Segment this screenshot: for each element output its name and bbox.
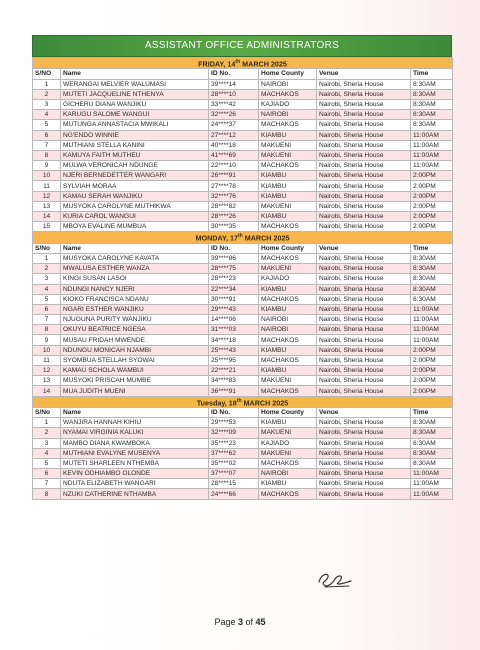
venue-cell: Nairobi, Sheria House xyxy=(317,110,411,120)
name-cell: NJERI BERNEDETTER WANGARI xyxy=(61,171,209,181)
schedule-table xyxy=(32,57,453,500)
time-cell: 2:00PM xyxy=(411,366,453,376)
time-cell: 2:00PM xyxy=(411,386,453,396)
county-cell: KIAMBU xyxy=(259,171,317,181)
name-cell: MAMBO DIANA KWAMBOKA xyxy=(61,438,209,448)
venue-cell: Nairobi, Sheria House xyxy=(317,222,411,232)
id-cell: 39****86 xyxy=(209,253,259,263)
sno-cell: 15 xyxy=(33,222,61,232)
county-cell: KAJIADO xyxy=(259,99,317,109)
time-cell: 2:00PM xyxy=(411,212,453,222)
id-cell: 33****42 xyxy=(209,99,259,109)
sno-cell: 9 xyxy=(33,161,61,171)
id-cell: 28****75 xyxy=(209,264,259,274)
name-cell: KAMAU SCHOLA WAMBUI xyxy=(61,366,209,376)
sno-cell: 6 xyxy=(33,304,61,314)
signature-mark xyxy=(315,568,355,590)
venue-cell: Nairobi, Sheria House xyxy=(317,274,411,284)
county-cell: KIAMBU xyxy=(259,181,317,191)
column-header: Time xyxy=(411,69,453,79)
sno-cell: 12 xyxy=(33,366,61,376)
name-cell: MUTETI JACQUELINE NTHENYA xyxy=(61,89,209,99)
time-cell: 2:00PM xyxy=(411,345,453,355)
table-row xyxy=(33,345,453,355)
time-cell: 2:00PM xyxy=(411,191,453,201)
sno-cell: 6 xyxy=(33,130,61,140)
column-header: ID No. xyxy=(209,69,259,79)
time-cell: 11:00AM xyxy=(411,325,453,335)
sno-cell: 3 xyxy=(33,274,61,284)
time-cell: 11:00AM xyxy=(411,130,453,140)
id-cell: 22****10 xyxy=(209,161,259,171)
footer-total-pages: 45 xyxy=(255,617,266,627)
venue-cell: Nairobi, Sheria House xyxy=(317,418,411,428)
id-cell: 28****26 xyxy=(209,212,259,222)
column-header: ID No. xyxy=(209,243,259,253)
time-cell: 11:00AM xyxy=(411,315,453,325)
venue-cell: Nairobi, Sheria House xyxy=(317,294,411,304)
time-cell: 8:30AM xyxy=(411,294,453,304)
county-cell: MACHAKOS xyxy=(259,253,317,263)
column-header: Home County xyxy=(259,407,317,417)
table-row xyxy=(33,438,453,448)
time-cell: 11:00AM xyxy=(411,489,453,499)
county-cell: MACHAKOS xyxy=(259,161,317,171)
table-row xyxy=(33,212,453,222)
county-cell: NAIROBI xyxy=(259,79,317,89)
table-row xyxy=(33,140,453,150)
id-cell: 14****06 xyxy=(209,315,259,325)
column-header-row xyxy=(33,69,453,79)
table-row xyxy=(33,325,453,335)
name-cell: KAMAU SERAH WANJIKU xyxy=(61,191,209,201)
time-cell: 2:00PM xyxy=(411,181,453,191)
day-label: Tuesday, 18th MARCH 2025 xyxy=(33,396,453,407)
name-cell: SYLVIAH MORAA xyxy=(61,181,209,191)
id-cell: 37****62 xyxy=(209,448,259,458)
time-cell: 8:30AM xyxy=(411,253,453,263)
id-cell: 29****53 xyxy=(209,418,259,428)
county-cell: KIAMBU xyxy=(259,345,317,355)
sno-cell: 1 xyxy=(33,79,61,89)
table-row xyxy=(33,274,453,284)
footer-middle: of xyxy=(243,617,256,627)
sno-cell: 3 xyxy=(33,438,61,448)
table-row xyxy=(33,376,453,386)
county-cell: MAKUENI xyxy=(259,140,317,150)
name-cell: MUSYOKA CAROLYNE KAVATA xyxy=(61,253,209,263)
column-header: Venue xyxy=(317,243,411,253)
id-cell: 30****35 xyxy=(209,222,259,232)
day-header-row xyxy=(33,232,453,243)
time-cell: 8:30AM xyxy=(411,448,453,458)
id-cell: 31****03 xyxy=(209,325,259,335)
venue-cell: Nairobi, Sheria House xyxy=(317,253,411,263)
sno-cell: 11 xyxy=(33,181,61,191)
sno-cell: 3 xyxy=(33,99,61,109)
table-row xyxy=(33,150,453,160)
time-cell: 11:00AM xyxy=(411,150,453,160)
venue-cell: Nairobi, Sheria House xyxy=(317,345,411,355)
county-cell: KAJIADO xyxy=(259,274,317,284)
time-cell: 2:00PM xyxy=(411,376,453,386)
venue-cell: Nairobi, Sheria House xyxy=(317,479,411,489)
id-cell: 34****83 xyxy=(209,376,259,386)
page-footer xyxy=(0,617,480,627)
time-cell: 11:00AM xyxy=(411,304,453,314)
table-row xyxy=(33,110,453,120)
name-cell: NJUGUNA PURITY WANJIKU xyxy=(61,315,209,325)
venue-cell: Nairobi, Sheria House xyxy=(317,120,411,130)
name-cell: GICHERU DIANA WANJIKU xyxy=(61,99,209,109)
venue-cell: Nairobi, Sheria House xyxy=(317,212,411,222)
sno-cell: 12 xyxy=(33,191,61,201)
time-cell: 11:00AM xyxy=(411,161,453,171)
footer-prefix: Page xyxy=(214,617,238,627)
table-row xyxy=(33,191,453,201)
table-row xyxy=(33,479,453,489)
venue-cell: Nairobi, Sheria House xyxy=(317,99,411,109)
venue-cell: Nairobi, Sheria House xyxy=(317,438,411,448)
county-cell: KIAMBU xyxy=(259,418,317,428)
table-row xyxy=(33,89,453,99)
time-cell: 8:30AM xyxy=(411,89,453,99)
county-cell: MACHAKOS xyxy=(259,335,317,345)
time-cell: 8:30AM xyxy=(411,428,453,438)
table-row xyxy=(33,79,453,89)
column-header: Name xyxy=(61,407,209,417)
name-cell: KINGI SUSAN LASOI xyxy=(61,274,209,284)
county-cell: KIAMBU xyxy=(259,130,317,140)
sno-cell: 2 xyxy=(33,89,61,99)
table-row xyxy=(33,120,453,130)
sno-cell: 7 xyxy=(33,140,61,150)
county-cell: MAKUENI xyxy=(259,150,317,160)
name-cell: NDUNGU MONICAH NJAMBI xyxy=(61,345,209,355)
id-cell: 24****66 xyxy=(209,489,259,499)
venue-cell: Nairobi, Sheria House xyxy=(317,191,411,201)
table-row xyxy=(33,315,453,325)
time-cell: 8:30AM xyxy=(411,418,453,428)
sno-cell: 11 xyxy=(33,355,61,365)
time-cell: 8:30AM xyxy=(411,438,453,448)
table-row xyxy=(33,335,453,345)
schedule-block xyxy=(32,35,452,500)
day-label: FRIDAY, 14th MARCH 2025 xyxy=(33,58,453,69)
time-cell: 11:00AM xyxy=(411,479,453,489)
day-label: MONDAY, 17th MARCH 2025 xyxy=(33,232,453,243)
sno-cell: 10 xyxy=(33,171,61,181)
county-cell: NAIROBI xyxy=(259,469,317,479)
column-header: Name xyxy=(61,243,209,253)
name-cell: NYAMAI VIRGINIA KALUKI xyxy=(61,428,209,438)
id-cell: 35****02 xyxy=(209,458,259,468)
id-cell: 27****12 xyxy=(209,130,259,140)
name-cell: WERANGAI MELVIER WALUMASI xyxy=(61,79,209,89)
table-row xyxy=(33,161,453,171)
name-cell: MUSYOKI PRISCAH MUMBE xyxy=(61,376,209,386)
sno-cell: 14 xyxy=(33,212,61,222)
county-cell: NAIROBI xyxy=(259,325,317,335)
venue-cell: Nairobi, Sheria House xyxy=(317,386,411,396)
table-row xyxy=(33,458,453,468)
id-cell: 25****95 xyxy=(209,355,259,365)
venue-cell: Nairobi, Sheria House xyxy=(317,325,411,335)
sno-cell: 5 xyxy=(33,120,61,130)
sno-cell: 2 xyxy=(33,264,61,274)
sno-cell: 5 xyxy=(33,458,61,468)
sno-cell: 1 xyxy=(33,418,61,428)
county-cell: KIAMBU xyxy=(259,479,317,489)
name-cell: KAMUYA FAITH MUTHEU xyxy=(61,150,209,160)
venue-cell: Nairobi, Sheria House xyxy=(317,448,411,458)
time-cell: 8:30AM xyxy=(411,458,453,468)
column-header: S/NO xyxy=(33,69,61,79)
id-cell: 25****43 xyxy=(209,345,259,355)
column-header: Venue xyxy=(317,69,411,79)
time-cell: 8:30AM xyxy=(411,274,453,284)
name-cell: MUTHIANI STELLA KANINI xyxy=(61,140,209,150)
venue-cell: Nairobi, Sheria House xyxy=(317,304,411,314)
id-cell: 30****91 xyxy=(209,294,259,304)
name-cell: KARUGU SALOME WANGUI xyxy=(61,110,209,120)
id-cell: 39****14 xyxy=(209,79,259,89)
column-header: S/No xyxy=(33,407,61,417)
time-cell: 2:00PM xyxy=(411,171,453,181)
venue-cell: Nairobi, Sheria House xyxy=(317,181,411,191)
name-cell: NG'ENDO WINNIE xyxy=(61,130,209,140)
id-cell: 26****91 xyxy=(209,171,259,181)
name-cell: KEVIN ODHIAMBO OLONDE xyxy=(61,469,209,479)
county-cell: MAKUENI xyxy=(259,376,317,386)
table-row xyxy=(33,99,453,109)
name-cell: KURIA CAROL WANGUI xyxy=(61,212,209,222)
time-cell: 2:00PM xyxy=(411,222,453,232)
name-cell: MWALUSA ESTHER WANZA xyxy=(61,264,209,274)
venue-cell: Nairobi, Sheria House xyxy=(317,366,411,376)
id-cell: 22****21 xyxy=(209,366,259,376)
county-cell: KIAMBU xyxy=(259,366,317,376)
county-cell: KIAMBU xyxy=(259,284,317,294)
county-cell: MAKUENI xyxy=(259,264,317,274)
venue-cell: Nairobi, Sheria House xyxy=(317,140,411,150)
table-row xyxy=(33,418,453,428)
county-cell: KIAMBU xyxy=(259,191,317,201)
sno-cell: 13 xyxy=(33,376,61,386)
sno-cell: 13 xyxy=(33,201,61,211)
banner-title: ASSISTANT OFFICE ADMINISTRATORS xyxy=(32,35,452,57)
sno-cell: 7 xyxy=(33,315,61,325)
time-cell: 2:00PM xyxy=(411,201,453,211)
time-cell: 11:00AM xyxy=(411,335,453,345)
venue-cell: Nairobi, Sheria House xyxy=(317,469,411,479)
venue-cell: Nairobi, Sheria House xyxy=(317,150,411,160)
id-cell: 28****82 xyxy=(209,201,259,211)
venue-cell: Nairobi, Sheria House xyxy=(317,89,411,99)
id-cell: 41****69 xyxy=(209,150,259,160)
table-row xyxy=(33,284,453,294)
column-header: Home County xyxy=(259,69,317,79)
time-cell: 8:30AM xyxy=(411,79,453,89)
venue-cell: Nairobi, Sheria House xyxy=(317,79,411,89)
table-row xyxy=(33,171,453,181)
column-header: Venue xyxy=(317,407,411,417)
table-row xyxy=(33,181,453,191)
day-header-row xyxy=(33,396,453,407)
id-cell: 40****18 xyxy=(209,140,259,150)
time-cell: 8:30AM xyxy=(411,120,453,130)
name-cell: NDUNGI NANCY NJERI xyxy=(61,284,209,294)
time-cell: 8:30AM xyxy=(411,99,453,109)
id-cell: 34****18 xyxy=(209,335,259,345)
id-cell: 36****91 xyxy=(209,386,259,396)
venue-cell: Nairobi, Sheria House xyxy=(317,284,411,294)
venue-cell: Nairobi, Sheria House xyxy=(317,171,411,181)
name-cell: NGARI ESTHER WANJIKU xyxy=(61,304,209,314)
name-cell: MUSYOKA CAROLYNE MUTHIKWA xyxy=(61,201,209,211)
venue-cell: Nairobi, Sheria House xyxy=(317,161,411,171)
column-header: Home County xyxy=(259,243,317,253)
venue-cell: Nairobi, Sheria House xyxy=(317,355,411,365)
venue-cell: Nairobi, Sheria House xyxy=(317,315,411,325)
county-cell: MAKUENI xyxy=(259,448,317,458)
time-cell: 11:00AM xyxy=(411,469,453,479)
venue-cell: Nairobi, Sheria House xyxy=(317,130,411,140)
sno-cell: 1 xyxy=(33,253,61,263)
id-cell: 24****37 xyxy=(209,120,259,130)
sno-cell: 4 xyxy=(33,110,61,120)
venue-cell: Nairobi, Sheria House xyxy=(317,458,411,468)
id-cell: 32****09 xyxy=(209,428,259,438)
county-cell: MACHAKOS xyxy=(259,489,317,499)
id-cell: 22****34 xyxy=(209,284,259,294)
column-header: Name xyxy=(61,69,209,79)
county-cell: MACHAKOS xyxy=(259,355,317,365)
name-cell: OKUYU BEATRICE NGESA xyxy=(61,325,209,335)
venue-cell: Nairobi, Sheria House xyxy=(317,489,411,499)
county-cell: MACHAKOS xyxy=(259,120,317,130)
time-cell: 8:30AM xyxy=(411,110,453,120)
table-row xyxy=(33,448,453,458)
county-cell: MACHAKOS xyxy=(259,294,317,304)
name-cell: WANJIRA HANNAH KIHIU xyxy=(61,418,209,428)
column-header: Time xyxy=(411,407,453,417)
sno-cell: 6 xyxy=(33,469,61,479)
sno-cell: 4 xyxy=(33,448,61,458)
table-row xyxy=(33,294,453,304)
table-row xyxy=(33,469,453,479)
table-row xyxy=(33,304,453,314)
id-cell: 32****76 xyxy=(209,191,259,201)
time-cell: 11:00AM xyxy=(411,140,453,150)
county-cell: KIAMBU xyxy=(259,304,317,314)
county-cell: KAJIADO xyxy=(259,438,317,448)
venue-cell: Nairobi, Sheria House xyxy=(317,201,411,211)
county-cell: MACHAKOS xyxy=(259,222,317,232)
name-cell: KIOKO FRANCISCA NDANU xyxy=(61,294,209,304)
table-row xyxy=(33,222,453,232)
county-cell: NAIROBI xyxy=(259,110,317,120)
table-row xyxy=(33,489,453,499)
sno-cell: 4 xyxy=(33,284,61,294)
table-row xyxy=(33,366,453,376)
id-cell: 28****15 xyxy=(209,479,259,489)
name-cell: MBOYA EVALINE MUMBUA xyxy=(61,222,209,232)
column-header: ID No. xyxy=(209,407,259,417)
name-cell: NDUTA ELIZABETH WANGARI xyxy=(61,479,209,489)
id-cell: 28****10 xyxy=(209,89,259,99)
sno-cell: 5 xyxy=(33,294,61,304)
table-row xyxy=(33,355,453,365)
table-row xyxy=(33,201,453,211)
name-cell: MUTETI SHARLEEN NTHEMBA xyxy=(61,458,209,468)
name-cell: SYOMBUA STELLAH SYOWAI xyxy=(61,355,209,365)
footer-current-page: 3 xyxy=(237,617,243,627)
day-header-row xyxy=(33,58,453,69)
column-header-row xyxy=(33,243,453,253)
venue-cell: Nairobi, Sheria House xyxy=(317,335,411,345)
name-cell: MUTHIANI EVALYNE MUSENYA xyxy=(61,448,209,458)
table-row xyxy=(33,130,453,140)
sno-cell: 2 xyxy=(33,428,61,438)
sno-cell: 8 xyxy=(33,150,61,160)
name-cell: NZUKI CATHERINE NTHAMBA xyxy=(61,489,209,499)
id-cell: 29****43 xyxy=(209,304,259,314)
venue-cell: Nairobi, Sheria House xyxy=(317,376,411,386)
sno-cell: 8 xyxy=(33,325,61,335)
sno-cell: 9 xyxy=(33,335,61,345)
county-cell: MACHAKOS xyxy=(259,458,317,468)
sno-cell: 7 xyxy=(33,479,61,489)
county-cell: MAKUENI xyxy=(259,428,317,438)
id-cell: 35****23 xyxy=(209,438,259,448)
sno-cell: 14 xyxy=(33,386,61,396)
county-cell: MAKUENI xyxy=(259,201,317,211)
table-row xyxy=(33,386,453,396)
table-row xyxy=(33,264,453,274)
county-cell: MACHAKOS xyxy=(259,386,317,396)
name-cell: MUA JUDITH MUENI xyxy=(61,386,209,396)
time-cell: 8:30AM xyxy=(411,284,453,294)
table-row xyxy=(33,253,453,263)
sno-cell: 8 xyxy=(33,489,61,499)
sno-cell: 10 xyxy=(33,345,61,355)
name-cell: MUTUNGA ANNASTACIA MWIKALI xyxy=(61,120,209,130)
time-cell: 8:30AM xyxy=(411,264,453,274)
id-cell: 28****23 xyxy=(209,274,259,284)
table-row xyxy=(33,428,453,438)
county-cell: NAIROBI xyxy=(259,315,317,325)
id-cell: 27****78 xyxy=(209,181,259,191)
venue-cell: Nairobi, Sheria House xyxy=(317,428,411,438)
time-cell: 2:00PM xyxy=(411,355,453,365)
id-cell: 37****07 xyxy=(209,469,259,479)
venue-cell: Nairobi, Sheria House xyxy=(317,264,411,274)
column-header: Time xyxy=(411,243,453,253)
county-cell: MACHAKOS xyxy=(259,89,317,99)
column-header-row xyxy=(33,407,453,417)
column-header: S/No xyxy=(33,243,61,253)
name-cell: MUSAU FRIDAH MWENDE xyxy=(61,335,209,345)
id-cell: 32****26 xyxy=(209,110,259,120)
name-cell: MULWA VERONICAH NDUNGE xyxy=(61,161,209,171)
county-cell: KIAMBU xyxy=(259,212,317,222)
